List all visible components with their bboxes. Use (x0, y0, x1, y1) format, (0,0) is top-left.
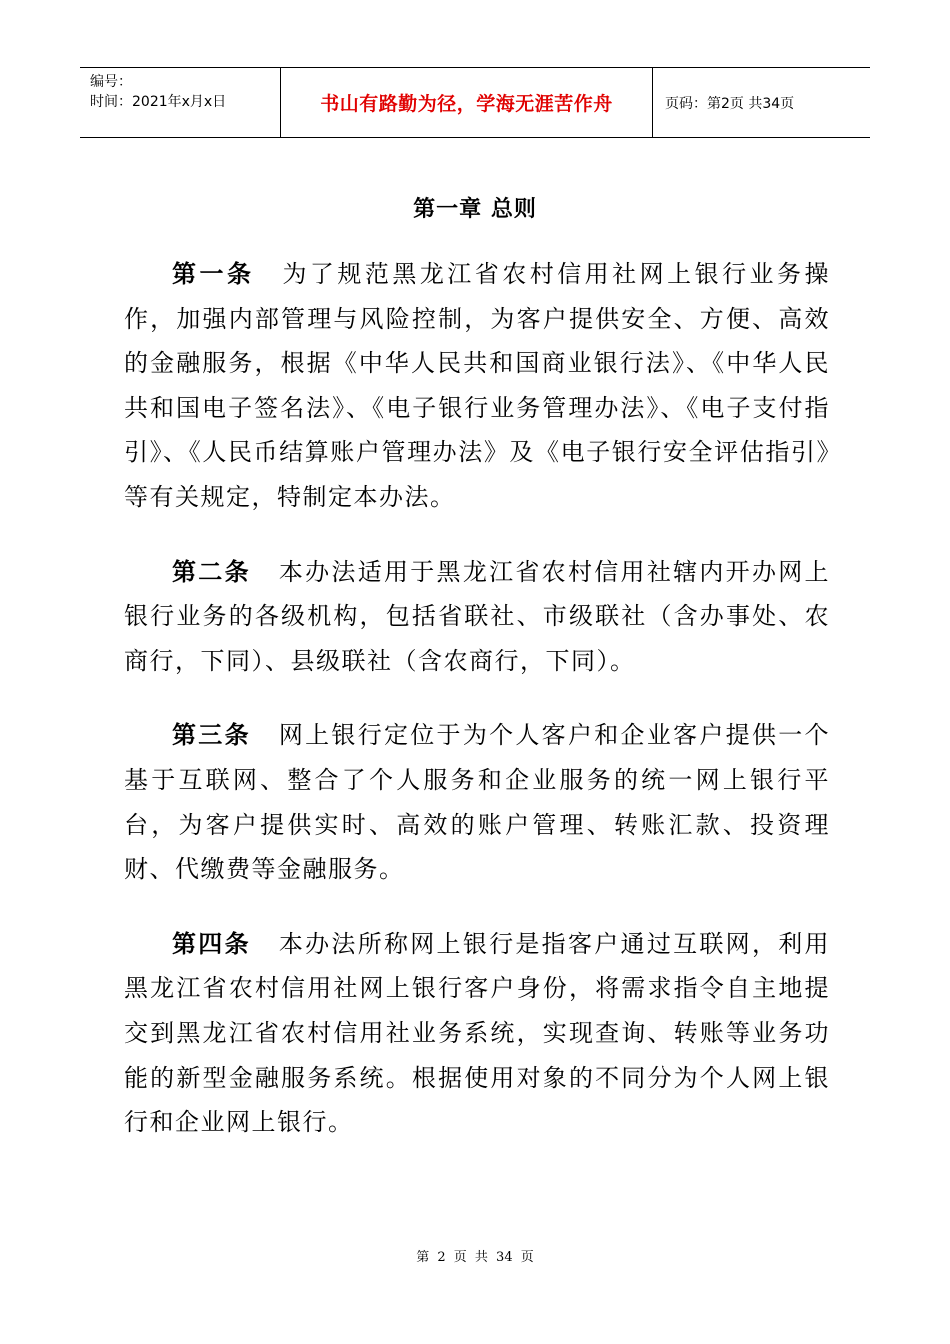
article-label: 第三条 (172, 721, 251, 750)
article-label: 第四条 (172, 929, 251, 958)
header-meta-cell (80, 68, 281, 137)
article-1 (124, 252, 830, 520)
document-date-label: 时间：2021年x月x日 (90, 94, 227, 110)
document-number-label: 编号： (90, 74, 132, 90)
article-text: 本办法适用于黑龙江省农村信用社辖内开办网上银行业务的各级机构，包括省联社、市级联社（含办事处、农商行，下同）、县级联社（含农商行，下同）。 (124, 557, 831, 675)
document-body (124, 252, 830, 1175)
article-label: 第二条 (172, 557, 251, 586)
header-page-info: 页码：第2页 共34页 (665, 95, 795, 112)
chapter-title: 第一章 总则 (413, 197, 537, 222)
article-4 (124, 922, 830, 1145)
article-3 (124, 713, 830, 891)
article-text: 网上银行定位于为个人客户和企业客户提供一个基于互联网、整合了个人服务和企业服务的统一网上银行平台，为客户提供实时、高效的账户管理、转账汇款、投资理财、代缴费等金融服务。 (124, 721, 831, 884)
page-footer: 第 2 页 共 34 页 (416, 1250, 534, 1265)
header-motto-cell (281, 68, 653, 137)
page-header (80, 67, 870, 138)
article-2 (124, 550, 830, 684)
article-text: 为了规范黑龙江省农村信用社网上银行业务操作，加强内部管理与风险控制，为客户提供安全、方便、高效的金融服务，根据《中华人民共和国商业银行法》、《中华人民共和国电子签名法》、《电子银行业务管理办法》、《电子支付指引》、《人民币结算账户管理办法》及《电子银行安全评估指引》等有关规定，特制定本办法。 (124, 260, 831, 511)
header-page-cell (653, 68, 870, 137)
header-motto: 书山有路勤为径，学海无涯苦作舟 (320, 93, 613, 115)
article-text: 本办法所称网上银行是指客户通过互联网，利用黑龙江省农村信用社网上银行客户身份，将需求指令自主地提交到黑龙江省农村信用社业务系统，实现查询、转账等业务功能的新型金融服务系统。根据使用对象的不同分为个人网上银行和企业网上银行。 (124, 929, 831, 1137)
article-label: 第一条 (172, 260, 255, 288)
